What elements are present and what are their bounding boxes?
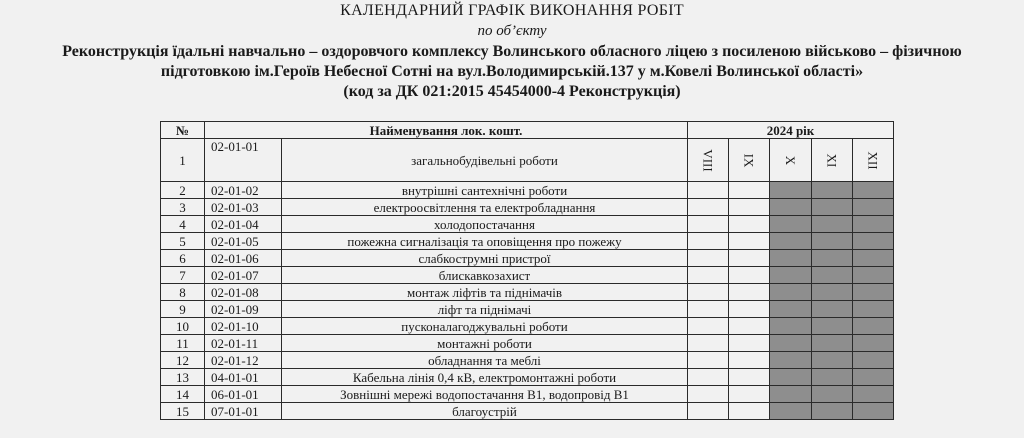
row-name: монтажні роботи	[282, 335, 688, 352]
row-code: 02-01-08	[205, 284, 282, 301]
month-cell	[812, 250, 853, 267]
row-number: 3	[161, 199, 205, 216]
month-label: XII	[865, 150, 881, 170]
row-number: 2	[161, 182, 205, 199]
row-name: електроосвітлення та електробладнання	[282, 199, 688, 216]
table-row	[161, 403, 894, 420]
row-name: благоустрій	[282, 403, 688, 420]
month-cell	[729, 182, 770, 199]
month-header	[770, 139, 812, 182]
table-row	[161, 233, 894, 250]
table-row	[161, 267, 894, 284]
row-name: холодопостачання	[282, 216, 688, 233]
row-name: обладнання та меблі	[282, 352, 688, 369]
table-row	[161, 199, 894, 216]
row-code: 04-01-01	[205, 369, 282, 386]
month-cell	[729, 335, 770, 352]
row-name: внутрішні сантехнічні роботи	[282, 182, 688, 199]
month-cell	[770, 250, 812, 267]
month-cell	[688, 335, 729, 352]
row-number: 10	[161, 318, 205, 335]
month-cell	[729, 284, 770, 301]
row-number: 1	[161, 139, 205, 182]
month-cell	[688, 386, 729, 403]
month-cell	[853, 267, 894, 284]
row-number: 8	[161, 284, 205, 301]
month-cell	[688, 301, 729, 318]
month-cell	[770, 233, 812, 250]
row-name: пожежна сигналізація та оповіщення про пожежу	[282, 233, 688, 250]
month-cell	[770, 335, 812, 352]
month-cell	[812, 216, 853, 233]
row-name: Зовнішні мережі водопостачання В1, водопровід В1	[282, 386, 688, 403]
row-name: пусконалагоджувальні роботи	[282, 318, 688, 335]
month-cell	[853, 250, 894, 267]
row-code: 02-01-05	[205, 233, 282, 250]
row-code: 06-01-01	[205, 386, 282, 403]
row-code: 02-01-06	[205, 250, 282, 267]
row-name: ліфт та піднімачі	[282, 301, 688, 318]
month-cell	[853, 335, 894, 352]
row-number: 14	[161, 386, 205, 403]
table-row	[161, 301, 894, 318]
month-cell	[688, 267, 729, 284]
object-line-2: підготовкою ім.Героїв Небесної Сотні на вул.Володимирській.137 у м.Ковелі Волинської області»	[160, 63, 864, 80]
month-header	[688, 139, 729, 182]
row-code: 02-01-01	[205, 139, 282, 182]
month-cell	[812, 284, 853, 301]
row-number: 11	[161, 335, 205, 352]
table-body	[161, 139, 894, 420]
month-cell	[688, 403, 729, 420]
row-code: 02-01-09	[205, 301, 282, 318]
month-cell	[729, 301, 770, 318]
row-number: 15	[161, 403, 205, 420]
row-number: 12	[161, 352, 205, 369]
month-cell	[688, 233, 729, 250]
month-cell	[853, 182, 894, 199]
row-name: блискавкозахист	[282, 267, 688, 284]
table-row	[161, 369, 894, 386]
month-cell	[812, 318, 853, 335]
month-cell	[770, 216, 812, 233]
row-number: 4	[161, 216, 205, 233]
month-cell	[729, 199, 770, 216]
row-number: 9	[161, 301, 205, 318]
row-number: 7	[161, 267, 205, 284]
row-number: 6	[161, 250, 205, 267]
header-num: №	[161, 122, 205, 139]
month-cell	[688, 250, 729, 267]
document-title: КАЛЕНДАРНИЙ ГРАФІК ВИКОНАННЯ РОБІТ	[340, 2, 684, 19]
month-label: X	[782, 155, 798, 165]
table-row	[161, 352, 894, 369]
row-code: 02-01-07	[205, 267, 282, 284]
month-label: VIII	[700, 148, 716, 172]
month-cell	[812, 352, 853, 369]
header-year: 2024 рік	[688, 122, 894, 139]
month-cell	[812, 182, 853, 199]
month-header	[812, 139, 853, 182]
month-cell	[729, 403, 770, 420]
month-cell	[770, 199, 812, 216]
row-number: 5	[161, 233, 205, 250]
row-code: 07-01-01	[205, 403, 282, 420]
month-cell	[729, 318, 770, 335]
month-cell	[853, 352, 894, 369]
month-cell	[688, 284, 729, 301]
month-cell	[853, 301, 894, 318]
month-cell	[853, 199, 894, 216]
row-name: слабкострумні пристрої	[282, 250, 688, 267]
month-cell	[729, 267, 770, 284]
month-cell	[812, 386, 853, 403]
month-cell	[729, 352, 770, 369]
month-cell	[688, 216, 729, 233]
month-cell	[770, 182, 812, 199]
month-cell	[729, 233, 770, 250]
row-code: 02-01-02	[205, 182, 282, 199]
month-cell	[853, 318, 894, 335]
month-cell	[812, 301, 853, 318]
table-row	[161, 182, 894, 199]
row-code: 02-01-04	[205, 216, 282, 233]
month-cell	[812, 403, 853, 420]
month-cell	[688, 352, 729, 369]
row-name: монтаж ліфтів та піднімачів	[282, 284, 688, 301]
month-header	[853, 139, 894, 182]
row-code: 02-01-12	[205, 352, 282, 369]
table-row	[161, 139, 894, 182]
month-cell	[729, 250, 770, 267]
month-cell	[688, 318, 729, 335]
table-row	[161, 250, 894, 267]
table-row	[161, 318, 894, 335]
row-name: Кабельна лінія 0,4 кВ, електромонтажні роботи	[282, 369, 688, 386]
month-cell	[770, 369, 812, 386]
month-cell	[729, 216, 770, 233]
month-label: IX	[741, 153, 757, 167]
row-code: 02-01-10	[205, 318, 282, 335]
row-name: загальнобудівельні роботи	[282, 139, 688, 182]
month-cell	[812, 369, 853, 386]
month-cell	[770, 352, 812, 369]
table-row	[161, 216, 894, 233]
month-cell	[853, 233, 894, 250]
month-cell	[853, 369, 894, 386]
month-cell	[770, 267, 812, 284]
month-cell	[853, 386, 894, 403]
table-row	[161, 284, 894, 301]
header-name: Найменування лок. кошт.	[205, 122, 688, 139]
table-row	[161, 386, 894, 403]
schedule-table	[160, 121, 894, 420]
month-cell	[729, 369, 770, 386]
month-cell	[812, 335, 853, 352]
row-code: 02-01-11	[205, 335, 282, 352]
code-line: (код за ДК 021:2015 45454000-4 Реконструкція)	[343, 83, 681, 100]
month-label: XI	[824, 153, 840, 167]
month-cell	[853, 216, 894, 233]
month-cell	[770, 284, 812, 301]
table-row	[161, 335, 894, 352]
month-cell	[770, 386, 812, 403]
month-header	[729, 139, 770, 182]
month-cell	[812, 233, 853, 250]
month-cell	[688, 369, 729, 386]
row-number: 13	[161, 369, 205, 386]
month-cell	[812, 267, 853, 284]
month-cell	[688, 182, 729, 199]
document-subtitle: по об’єкту	[477, 23, 547, 39]
month-cell	[770, 318, 812, 335]
month-cell	[729, 386, 770, 403]
month-cell	[688, 199, 729, 216]
month-cell	[770, 301, 812, 318]
month-cell	[812, 199, 853, 216]
month-cell	[853, 284, 894, 301]
month-cell	[770, 403, 812, 420]
row-code: 02-01-03	[205, 199, 282, 216]
month-cell	[853, 403, 894, 420]
table-header-row	[161, 122, 894, 139]
object-line-1: Реконструкція їдальні навчально – оздоровчого комплексу Волинського обласного ліцею з посиленою військово – фізичною	[62, 43, 962, 60]
